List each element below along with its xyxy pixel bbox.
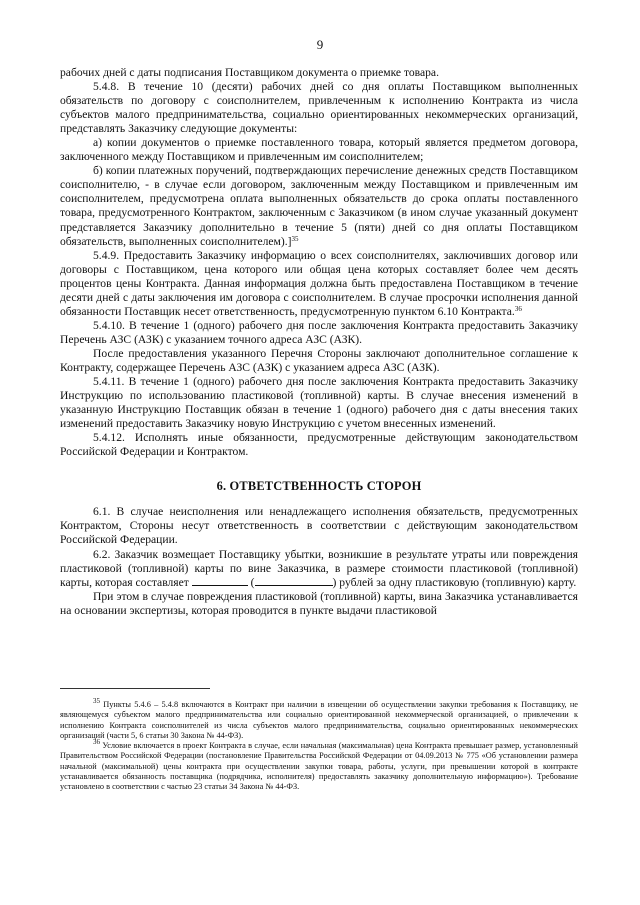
paragraph-6-2-text-end: ) рублей за одну пластиковую (топливную) карту. — [332, 575, 577, 589]
footnote-35-number: 35 — [93, 697, 100, 705]
paragraph-item-b — [60, 164, 578, 248]
footnote-36 — [60, 738, 578, 792]
footnote-35 — [60, 697, 578, 741]
footnote-35-text: Пункты 5.4.6 – 5.4.8 включаются в Контракт при наличии в извещении об осуществлении закупки требования к Поставщику, не являющемуся субъектом малого предпринимательства или социально ориентированной некоммерческой организацией, о привлечении к исполнению Контракта соисполнителей из числа субъектов малого предпринимательства, социально ориентированных некоммерческих организаций (части 5, 6 статьи 30 Закона № 44-ФЗ). — [60, 700, 578, 740]
paragraph-5-4-9-text: 5.4.9. Предоставить Заказчику информацию о всех соисполнителях, заключивших договор или договоры с Поставщиком, цена которого или общая цена которых составляет более чем десять процентов цены Контракта. Данная информация должна быть предоставлена Поставщиком в течение десяти дней с даты заключения им договора с соисполнителем. В случае просрочки исполнения данной обязанности Поставщик несет ответственность, предусмотренную пунктом 6.10 Контракта. — [60, 248, 578, 318]
paragraph-6-2-text-start: 6.2. Заказчик возмещает Поставщику убытки, возникшие в результате утраты или повреждения пластиковой (топливной) карты по вине Заказчика, в размере стоимости пластиковой (топливной) карты, которая составляет — [60, 547, 578, 589]
document-body — [60, 66, 578, 618]
paragraph-continuation: рабочих дней с даты подписания Поставщиком документа о приемке товара. — [60, 66, 439, 79]
footnote-separator — [60, 688, 210, 689]
paragraph-supplementary-agreement: После предоставления указанного Перечня Стороны заключают дополнительное соглашение к Контракту, содержащее Перечень АЗС (АЗК) с указанием адреса АЗС (АЗК). — [60, 346, 578, 374]
amount-words-blank-line — [255, 576, 333, 586]
section-heading: 6. ОТВЕТСТВЕННОСТЬ СТОРОН — [216, 479, 422, 494]
footnote-ref-36: 36 — [514, 304, 522, 313]
paragraph-damage-expertise: При этом в случае повреждения пластиковой (топливной) карты, вина Заказчика устанавливается на основании экспертизы, которая проводится в пункте выдачи пластиковой — [60, 589, 578, 617]
paragraph-item-b-text: б) копии платежных поручений, подтверждающих перечисление денежных средств Поставщиком соисполнителю, - в случае если договором, заключенным между Поставщиком и привлеченным им соисполнителем, предусмотрена оплата выполненных обязательств до срока оплаты поставленного товара, предусмотренного Контрактом, заключенным с Заказчиком (в ином случае указанный документ представляется Заказчику дополнительно в течение 5 (пяти) дней со дня оплаты Поставщиком обязательств, выполненных соисполнителем).] — [60, 164, 578, 248]
footnote-ref-35: 35 — [291, 234, 299, 243]
paragraph-item-a: а) копии документов о приемке поставленного товара, который является предметом договора, заключенного между Поставщиком и привлеченным им соисполнителем; — [60, 136, 578, 164]
paragraph-5-4-12: 5.4.12. Исполнять иные обязанности, предусмотренные действующим законодательством Российской Федерации и Контрактом. — [60, 431, 578, 459]
paragraph-5-4-10: 5.4.10. В течение 1 (одного) рабочего дня после заключения Контракта предоставить Заказчику Перечень АЗС (АЗК) с указанием точного адреса АЗС (АЗК). — [60, 318, 578, 346]
paragraph-6-1: 6.1. В случае неисполнения или ненадлежащего исполнения обязательств, предусмотренных Контрактом, Стороны несут ответственность в соответствии с действующим законодательством Российской Федерации. — [60, 505, 578, 547]
paragraph-5-4-11: 5.4.11. В течение 1 (одного) рабочего дня после заключения Контракта предоставить Заказчику Инструкцию по использованию пластиковой (топливной) карты. В случае внесения изменений в указанную Инструкцию Поставщик обязан в течение 1 (одного) рабочего дня с даты внесения таких изменений предоставить Заказчику новую Инструкцию с учетом внесенных изменений. — [60, 375, 578, 431]
paragraph-5-4-8: 5.4.8. В течение 10 (десяти) рабочих дней со дня оплаты Поставщиком выполненных обязательств по договору с соисполнителем, привлеченным к исполнению Контракта из числа субъектов малого предпринимательства, социально ориентированных некоммерческих организаций, представлять Заказчику следующие документы: — [60, 80, 578, 136]
paragraph-5-4-9 — [60, 249, 578, 319]
footnote-36-number: 36 — [93, 738, 100, 747]
footnote-36-text: Условие включается в проект Контракта в случае, если начальная (максимальная) цена Контракта превышает размер, установленный Правительством Российской Федерации (постановление Правительства Российской Федерации от 04.09.2013 № 775 «Об установлении размера начальной (максимальной) цены контракта при осуществлении закупки товара, работы, услуги, при превышении которой в контракте устанавливается обязанность поставщика (подрядчика, исполнителя) предоставлять заказчику дополнительную информацию»). Требование установлено в соответствии с частью 23 статьи 34 Закона № 44-ФЗ. — [60, 741, 578, 792]
paragraph-6-2-open-paren: ( — [250, 575, 255, 589]
page-number: 9 — [316, 37, 324, 52]
paragraph-6-2 — [60, 548, 578, 590]
footnotes — [60, 697, 578, 793]
amount-blank-line — [192, 576, 248, 586]
